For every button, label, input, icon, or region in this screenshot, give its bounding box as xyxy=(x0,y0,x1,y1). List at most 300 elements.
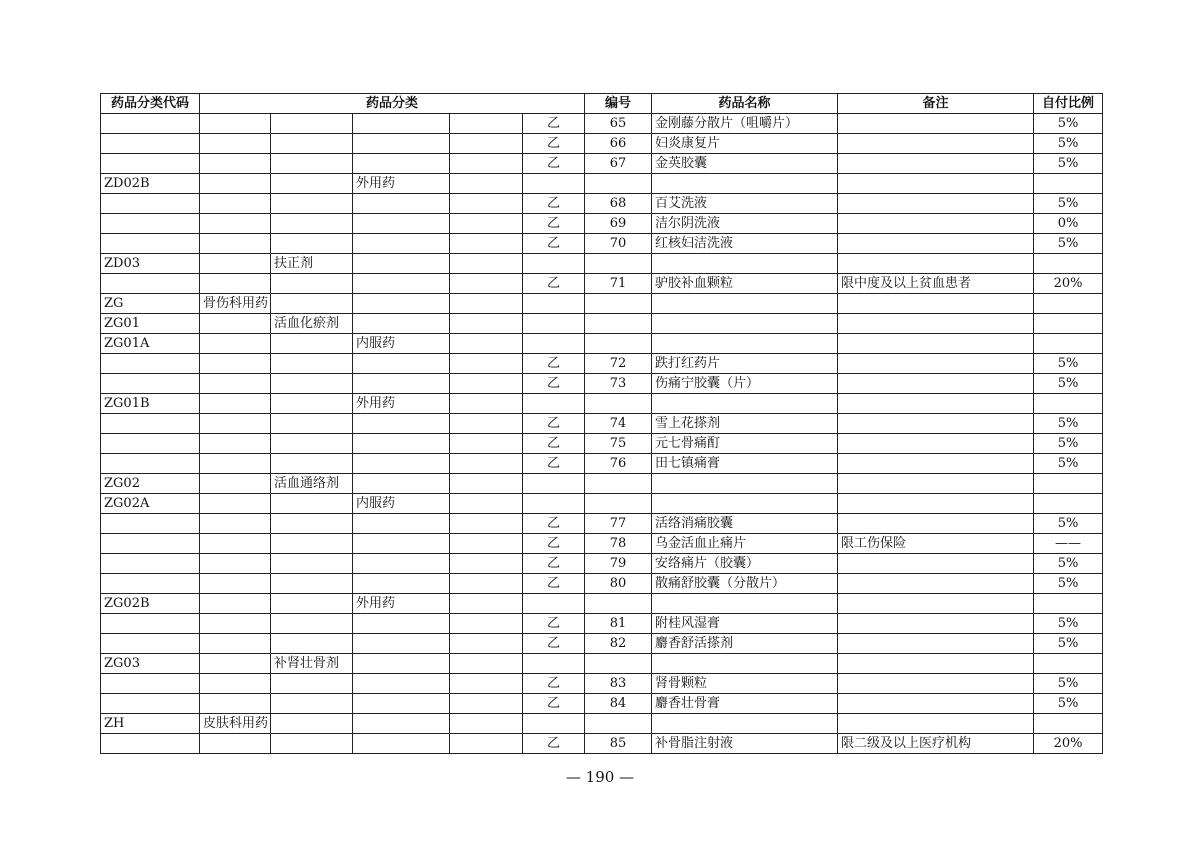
drug-remark xyxy=(838,414,1034,434)
empty-cell xyxy=(353,674,450,694)
empty-cell xyxy=(200,514,271,534)
empty-cell xyxy=(450,634,523,654)
drug-grade: 乙 xyxy=(523,574,585,594)
empty-cell xyxy=(353,134,450,154)
drug-remark xyxy=(838,114,1034,134)
empty-cell xyxy=(271,574,353,594)
empty-cell xyxy=(271,434,353,454)
drug-number: 75 xyxy=(585,434,652,454)
empty-cell xyxy=(271,694,353,714)
drug-number: 70 xyxy=(585,234,652,254)
empty-cell xyxy=(101,234,200,254)
empty-cell xyxy=(353,734,450,754)
drug-row xyxy=(101,414,1103,434)
drug-remark xyxy=(838,154,1034,174)
drug-row xyxy=(101,534,1103,554)
drug-grade: 乙 xyxy=(523,734,585,754)
category-code: ZG02B xyxy=(101,594,200,614)
empty-cell xyxy=(652,494,838,514)
category-label: 骨伤科用药 xyxy=(200,294,271,314)
empty-cell xyxy=(200,334,271,354)
empty-cell xyxy=(200,734,271,754)
drug-name: 肾骨颗粒 xyxy=(652,674,838,694)
empty-cell xyxy=(585,594,652,614)
drug-number: 81 xyxy=(585,614,652,634)
empty-cell xyxy=(353,534,450,554)
empty-cell xyxy=(1034,494,1103,514)
empty-cell xyxy=(271,374,353,394)
drug-row xyxy=(101,634,1103,654)
empty-cell xyxy=(353,254,450,274)
drug-remark xyxy=(838,514,1034,534)
empty-cell xyxy=(585,334,652,354)
empty-cell xyxy=(353,274,450,294)
empty-cell xyxy=(523,714,585,734)
category-row xyxy=(101,714,1103,734)
category-row xyxy=(101,294,1103,314)
empty-cell xyxy=(101,354,200,374)
drug-row xyxy=(101,274,1103,294)
empty-cell xyxy=(200,174,271,194)
drug-number: 78 xyxy=(585,534,652,554)
empty-cell xyxy=(450,614,523,634)
drug-grade: 乙 xyxy=(523,614,585,634)
header-remark: 备注 xyxy=(838,94,1034,114)
empty-cell xyxy=(450,154,523,174)
header-category: 药品分类 xyxy=(200,94,585,114)
drug-number: 68 xyxy=(585,194,652,214)
empty-cell xyxy=(271,334,353,354)
drug-remark xyxy=(838,554,1034,574)
empty-cell xyxy=(200,674,271,694)
drug-grade: 乙 xyxy=(523,234,585,254)
category-code: ZG02A xyxy=(101,494,200,514)
drug-name: 跌打红药片 xyxy=(652,354,838,374)
empty-cell xyxy=(523,494,585,514)
category-label: 活血通络剂 xyxy=(271,474,353,494)
empty-cell xyxy=(200,154,271,174)
empty-cell xyxy=(1034,714,1103,734)
empty-cell xyxy=(271,554,353,574)
drug-number: 72 xyxy=(585,354,652,374)
drug-row xyxy=(101,134,1103,154)
drug-number: 83 xyxy=(585,674,652,694)
empty-cell xyxy=(101,374,200,394)
empty-cell xyxy=(523,594,585,614)
drug-ratio: 20% xyxy=(1034,274,1103,294)
empty-cell xyxy=(450,454,523,474)
drug-name: 雪上花搽剂 xyxy=(652,414,838,434)
empty-cell xyxy=(200,654,271,674)
drug-number: 79 xyxy=(585,554,652,574)
empty-cell xyxy=(200,234,271,254)
drug-number: 71 xyxy=(585,274,652,294)
empty-cell xyxy=(101,454,200,474)
drug-number: 84 xyxy=(585,694,652,714)
empty-cell xyxy=(353,634,450,654)
empty-cell xyxy=(271,594,353,614)
drug-name: 麝香舒活搽剂 xyxy=(652,634,838,654)
empty-cell xyxy=(353,654,450,674)
empty-cell xyxy=(353,554,450,574)
drug-name: 洁尔阴洗液 xyxy=(652,214,838,234)
category-label: 内服药 xyxy=(353,334,450,354)
empty-cell xyxy=(353,454,450,474)
empty-cell xyxy=(450,674,523,694)
empty-cell xyxy=(101,154,200,174)
empty-cell xyxy=(353,614,450,634)
drug-ratio: 5% xyxy=(1034,554,1103,574)
drug-row xyxy=(101,354,1103,374)
empty-cell xyxy=(652,174,838,194)
category-row xyxy=(101,334,1103,354)
empty-cell xyxy=(450,134,523,154)
empty-cell xyxy=(271,454,353,474)
drug-remark xyxy=(838,674,1034,694)
drug-grade: 乙 xyxy=(523,214,585,234)
empty-cell xyxy=(585,474,652,494)
empty-cell xyxy=(271,734,353,754)
empty-cell xyxy=(450,514,523,534)
drug-ratio: 5% xyxy=(1034,194,1103,214)
drug-remark: 限中度及以上贫血患者 xyxy=(838,274,1034,294)
empty-cell xyxy=(585,174,652,194)
drug-grade: 乙 xyxy=(523,674,585,694)
empty-cell xyxy=(271,534,353,554)
empty-cell xyxy=(838,294,1034,314)
drug-ratio: 20% xyxy=(1034,734,1103,754)
drug-remark xyxy=(838,574,1034,594)
empty-cell xyxy=(838,474,1034,494)
drug-grade: 乙 xyxy=(523,414,585,434)
drug-grade: 乙 xyxy=(523,114,585,134)
empty-cell xyxy=(200,134,271,154)
drug-remark xyxy=(838,374,1034,394)
empty-cell xyxy=(652,314,838,334)
empty-cell xyxy=(450,234,523,254)
empty-cell xyxy=(523,314,585,334)
drug-remark xyxy=(838,214,1034,234)
drug-number: 73 xyxy=(585,374,652,394)
category-code: ZD03 xyxy=(101,254,200,274)
drug-name: 活络消痛胶囊 xyxy=(652,514,838,534)
empty-cell xyxy=(652,254,838,274)
empty-cell xyxy=(450,474,523,494)
empty-cell xyxy=(101,194,200,214)
empty-cell xyxy=(200,254,271,274)
drug-number: 67 xyxy=(585,154,652,174)
drug-name: 伤痛宁胶囊（片） xyxy=(652,374,838,394)
category-code: ZG01 xyxy=(101,314,200,334)
drug-name: 金刚藤分散片（咀嚼片） xyxy=(652,114,838,134)
empty-cell xyxy=(271,174,353,194)
drug-name: 妇炎康复片 xyxy=(652,134,838,154)
empty-cell xyxy=(652,594,838,614)
empty-cell xyxy=(450,494,523,514)
drug-number: 76 xyxy=(585,454,652,474)
empty-cell xyxy=(353,194,450,214)
empty-cell xyxy=(353,234,450,254)
empty-cell xyxy=(523,334,585,354)
category-row xyxy=(101,314,1103,334)
drug-ratio: 5% xyxy=(1034,354,1103,374)
empty-cell xyxy=(450,374,523,394)
empty-cell xyxy=(1034,474,1103,494)
empty-cell xyxy=(200,534,271,554)
empty-cell xyxy=(652,294,838,314)
empty-cell xyxy=(200,394,271,414)
drug-ratio: 5% xyxy=(1034,694,1103,714)
drug-name: 田七镇痛膏 xyxy=(652,454,838,474)
empty-cell xyxy=(838,714,1034,734)
empty-cell xyxy=(353,714,450,734)
empty-cell xyxy=(353,114,450,134)
empty-cell xyxy=(1034,174,1103,194)
drug-name: 百艾洗液 xyxy=(652,194,838,214)
empty-cell xyxy=(200,634,271,654)
empty-cell xyxy=(353,294,450,314)
category-label: 外用药 xyxy=(353,174,450,194)
empty-cell xyxy=(450,714,523,734)
empty-cell xyxy=(353,474,450,494)
drug-name: 散痛舒胶囊（分散片） xyxy=(652,574,838,594)
drug-remark xyxy=(838,454,1034,474)
drug-number: 65 xyxy=(585,114,652,134)
drug-grade: 乙 xyxy=(523,354,585,374)
empty-cell xyxy=(585,654,652,674)
empty-cell xyxy=(101,694,200,714)
drug-grade: 乙 xyxy=(523,514,585,534)
drug-list-table xyxy=(100,93,1103,754)
empty-cell xyxy=(200,374,271,394)
empty-cell xyxy=(838,594,1034,614)
category-row xyxy=(101,254,1103,274)
drug-grade: 乙 xyxy=(523,634,585,654)
empty-cell xyxy=(101,214,200,234)
empty-cell xyxy=(101,514,200,534)
empty-cell xyxy=(1034,334,1103,354)
empty-cell xyxy=(200,594,271,614)
empty-cell xyxy=(652,334,838,354)
empty-cell xyxy=(523,474,585,494)
empty-cell xyxy=(523,254,585,274)
empty-cell xyxy=(585,494,652,514)
drug-grade: 乙 xyxy=(523,434,585,454)
category-code: ZG01A xyxy=(101,334,200,354)
drug-grade: 乙 xyxy=(523,194,585,214)
empty-cell xyxy=(200,554,271,574)
category-code: ZG01B xyxy=(101,394,200,414)
empty-cell xyxy=(585,314,652,334)
drug-row xyxy=(101,694,1103,714)
empty-cell xyxy=(450,274,523,294)
header-number: 编号 xyxy=(585,94,652,114)
empty-cell xyxy=(271,614,353,634)
drug-grade: 乙 xyxy=(523,154,585,174)
empty-cell xyxy=(450,114,523,134)
empty-cell xyxy=(652,394,838,414)
drug-ratio: —— xyxy=(1034,534,1103,554)
category-label: 外用药 xyxy=(353,394,450,414)
drug-ratio: 5% xyxy=(1034,434,1103,454)
drug-ratio: 5% xyxy=(1034,234,1103,254)
table-header-row xyxy=(101,94,1103,114)
empty-cell xyxy=(200,454,271,474)
drug-ratio: 5% xyxy=(1034,154,1103,174)
empty-cell xyxy=(101,554,200,574)
drug-number: 80 xyxy=(585,574,652,594)
drug-remark: 限工伤保险 xyxy=(838,534,1034,554)
drug-ratio: 5% xyxy=(1034,514,1103,534)
empty-cell xyxy=(450,694,523,714)
drug-row xyxy=(101,194,1103,214)
empty-cell xyxy=(450,194,523,214)
header-ratio: 自付比例 xyxy=(1034,94,1103,114)
drug-row xyxy=(101,554,1103,574)
empty-cell xyxy=(101,614,200,634)
drug-grade: 乙 xyxy=(523,534,585,554)
empty-cell xyxy=(585,254,652,274)
empty-cell xyxy=(271,294,353,314)
empty-cell xyxy=(585,294,652,314)
drug-grade: 乙 xyxy=(523,374,585,394)
empty-cell xyxy=(1034,294,1103,314)
empty-cell xyxy=(271,194,353,214)
empty-cell xyxy=(200,354,271,374)
drug-ratio: 5% xyxy=(1034,114,1103,134)
empty-cell xyxy=(353,414,450,434)
drug-grade: 乙 xyxy=(523,694,585,714)
empty-cell xyxy=(271,154,353,174)
empty-cell xyxy=(353,354,450,374)
empty-cell xyxy=(271,714,353,734)
empty-cell xyxy=(838,654,1034,674)
empty-cell xyxy=(200,474,271,494)
empty-cell xyxy=(652,654,838,674)
drug-ratio: 5% xyxy=(1034,614,1103,634)
empty-cell xyxy=(353,434,450,454)
empty-cell xyxy=(271,634,353,654)
empty-cell xyxy=(523,174,585,194)
empty-cell xyxy=(450,574,523,594)
empty-cell xyxy=(200,314,271,334)
empty-cell xyxy=(450,314,523,334)
empty-cell xyxy=(450,214,523,234)
empty-cell xyxy=(101,674,200,694)
drug-grade: 乙 xyxy=(523,554,585,574)
empty-cell xyxy=(838,334,1034,354)
empty-cell xyxy=(271,414,353,434)
drug-grade: 乙 xyxy=(523,134,585,154)
empty-cell xyxy=(523,394,585,414)
empty-cell xyxy=(450,734,523,754)
drug-row xyxy=(101,674,1103,694)
empty-cell xyxy=(271,354,353,374)
category-code: ZH xyxy=(101,714,200,734)
category-label: 扶正剂 xyxy=(271,254,353,274)
empty-cell xyxy=(450,334,523,354)
drug-name: 乌金活血止痛片 xyxy=(652,534,838,554)
drug-number: 82 xyxy=(585,634,652,654)
drug-remark xyxy=(838,694,1034,714)
empty-cell xyxy=(838,254,1034,274)
empty-cell xyxy=(271,214,353,234)
drug-name: 红核妇洁洗液 xyxy=(652,234,838,254)
empty-cell xyxy=(450,394,523,414)
drug-name: 元七骨痛酊 xyxy=(652,434,838,454)
empty-cell xyxy=(353,514,450,534)
empty-cell xyxy=(1034,394,1103,414)
drug-ratio: 5% xyxy=(1034,674,1103,694)
empty-cell xyxy=(450,174,523,194)
drug-grade: 乙 xyxy=(523,454,585,474)
drug-name: 麝香壮骨膏 xyxy=(652,694,838,714)
drug-row xyxy=(101,454,1103,474)
empty-cell xyxy=(101,434,200,454)
drug-remark: 限二级及以上医疗机构 xyxy=(838,734,1034,754)
category-row xyxy=(101,494,1103,514)
drug-number: 69 xyxy=(585,214,652,234)
drug-name: 金英胶囊 xyxy=(652,154,838,174)
drug-row xyxy=(101,574,1103,594)
empty-cell xyxy=(271,234,353,254)
empty-cell xyxy=(200,414,271,434)
empty-cell xyxy=(353,574,450,594)
category-label: 外用药 xyxy=(353,594,450,614)
drug-remark xyxy=(838,634,1034,654)
empty-cell xyxy=(200,434,271,454)
category-label: 内服药 xyxy=(353,494,450,514)
drug-ratio: 5% xyxy=(1034,134,1103,154)
drug-ratio: 5% xyxy=(1034,574,1103,594)
drug-number: 66 xyxy=(585,134,652,154)
empty-cell xyxy=(1034,654,1103,674)
drug-remark xyxy=(838,194,1034,214)
empty-cell xyxy=(200,194,271,214)
empty-cell xyxy=(271,274,353,294)
drug-row xyxy=(101,734,1103,754)
category-label: 活血化瘀剂 xyxy=(271,314,353,334)
empty-cell xyxy=(200,494,271,514)
category-row xyxy=(101,594,1103,614)
empty-cell xyxy=(353,694,450,714)
empty-cell xyxy=(101,534,200,554)
drug-name: 安络痛片（胶囊） xyxy=(652,554,838,574)
empty-cell xyxy=(838,494,1034,514)
empty-cell xyxy=(271,394,353,414)
empty-cell xyxy=(271,134,353,154)
drug-name: 驴胶补血颗粒 xyxy=(652,274,838,294)
drug-row xyxy=(101,154,1103,174)
empty-cell xyxy=(652,474,838,494)
empty-cell xyxy=(200,574,271,594)
drug-ratio: 5% xyxy=(1034,414,1103,434)
drug-remark xyxy=(838,614,1034,634)
empty-cell xyxy=(101,274,200,294)
empty-cell xyxy=(838,394,1034,414)
empty-cell xyxy=(450,554,523,574)
category-code: ZD02B xyxy=(101,174,200,194)
category-row xyxy=(101,174,1103,194)
drug-number: 85 xyxy=(585,734,652,754)
empty-cell xyxy=(200,614,271,634)
drug-row xyxy=(101,614,1103,634)
empty-cell xyxy=(450,254,523,274)
empty-cell xyxy=(1034,594,1103,614)
empty-cell xyxy=(101,134,200,154)
category-label: 皮肤科用药 xyxy=(200,714,271,734)
empty-cell xyxy=(450,354,523,374)
